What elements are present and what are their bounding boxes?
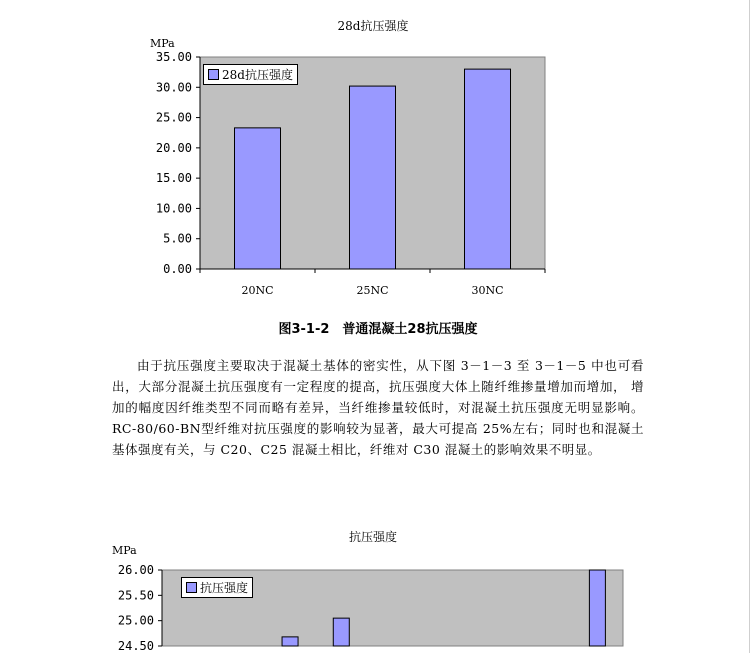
chart1-x-tick-label: 30NC: [471, 284, 504, 297]
chart2-y-tick-label: 25.00: [117, 613, 154, 628]
chart2-y-tick-label: 24.50: [117, 639, 154, 653]
chart2-legend-swatch: [186, 582, 197, 593]
chart1-y-tick-label: 25.00: [155, 110, 192, 125]
chart1-unit: MPa: [150, 37, 175, 50]
chart2-legend-label: 抗压强度: [200, 581, 249, 595]
body-paragraph: 由于抗压强度主要取决于混凝土基体的密实性，从下图 3－1－3 至 3－1－5 中也可看出，大部分混凝土抗压强度有一定程度的提高，抗压强度大体上随纤维掺量增加而增加， 增加的幅度因纤维类型不同而略有差异，当纤维掺量较低时，对混凝土抗压强度无明显影响。RC-80/60-BN型纤维对抗压强度的影响较为显著，最大可提高 25%左右；同时也和混凝土基体强度有关，与 C20、C25 混凝土相比，纤维对 C30 混凝土的影响效果不明显。: [112, 358, 644, 457]
chart2-bar: [333, 618, 349, 646]
chart1-y-tick-label: 15.00: [155, 171, 192, 186]
chart2-y-tick-label: 25.50: [117, 588, 154, 603]
chart1-x-tick-label: 25NC: [356, 284, 389, 297]
chart1-y-tick-label: 10.00: [155, 201, 192, 216]
chart2-unit: MPa: [112, 544, 137, 557]
chart1-title: 28d抗压强度: [337, 19, 409, 33]
chart2-legend: [181, 577, 253, 598]
chart1-y-tick-label: 35.00: [155, 50, 192, 64]
chart1-y-tick-label: 0.00: [163, 262, 192, 276]
chart1-y-tick-label: 30.00: [155, 80, 192, 95]
chart1-legend-label: 28d抗压强度: [222, 68, 293, 82]
chart2-title: 抗压强度: [348, 530, 397, 544]
chart1-y-tick-label: 20.00: [155, 140, 192, 155]
chart1-x-tick-label: 20NC: [241, 284, 274, 297]
figure-caption: 图3-1-2 普通混凝土28抗压强度: [278, 322, 478, 337]
chart1-y-tick-label: 5.00: [163, 231, 192, 246]
chart2-bar: [589, 570, 605, 646]
chart2-bar: [282, 637, 298, 646]
chart2-y-tick-label: 26.00: [117, 563, 154, 577]
